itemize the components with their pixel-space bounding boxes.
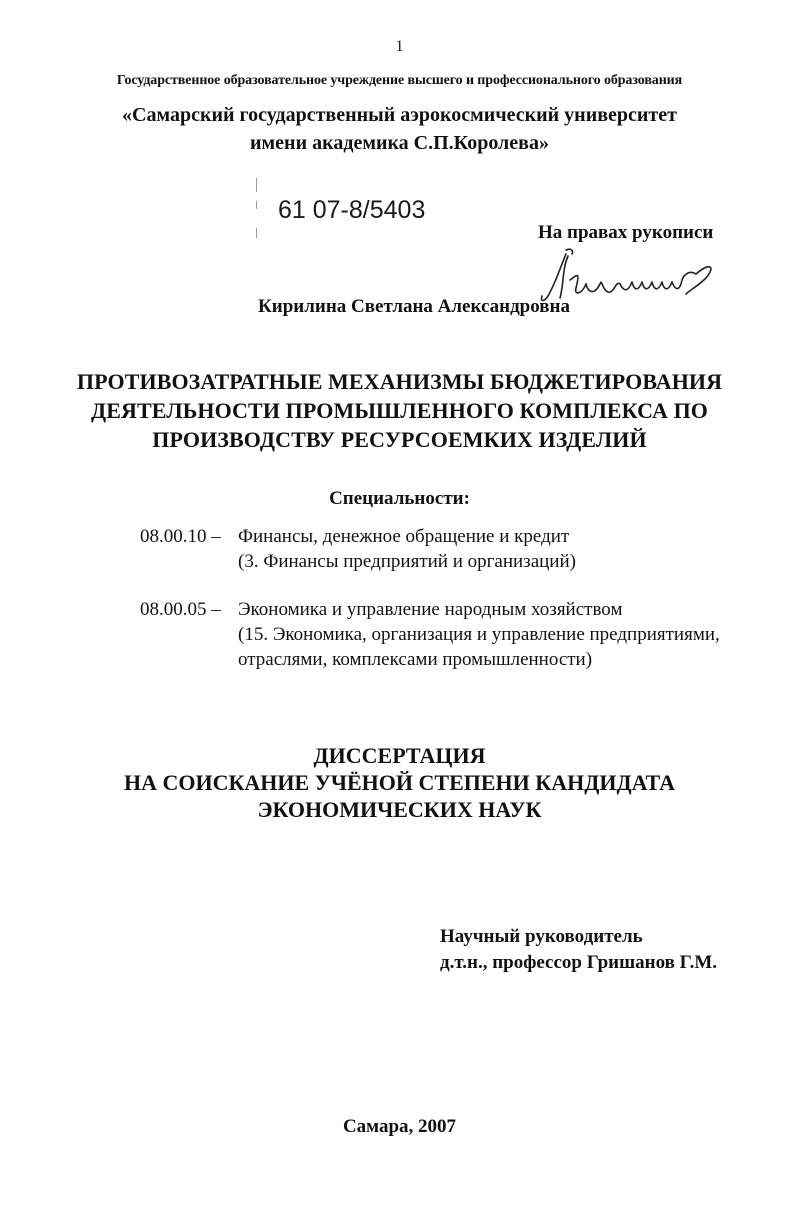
scan-mark bbox=[256, 228, 257, 238]
specialty-code: 08.00.10 – bbox=[140, 526, 221, 547]
city-year: Самара, 2007 bbox=[342, 1116, 457, 1137]
supervisor-label: Научный руководитель bbox=[440, 926, 643, 947]
dissertation-line-1: ДИССЕРТАЦИЯ bbox=[313, 743, 486, 768]
title-line-2: ДЕЯТЕЛЬНОСТИ ПРОМЫШЛЕННОГО КОМПЛЕКСА ПО bbox=[90, 398, 709, 423]
rights-note: На правах рукописи bbox=[538, 222, 714, 243]
scan-mark bbox=[256, 201, 257, 209]
scan-mark bbox=[256, 178, 257, 192]
specialty-line-2: (15. Экономика, организация и управление предприятиями, bbox=[238, 624, 720, 645]
university-line-2: имени академика С.П.Королева» bbox=[250, 132, 549, 154]
specialties-heading: Специальности: bbox=[329, 488, 470, 509]
university-name bbox=[0, 101, 799, 157]
supervisor-name: д.т.н., профессор Гришанов Г.М. bbox=[440, 952, 718, 973]
page-number: 1 bbox=[395, 38, 404, 55]
dissertation-line-3: ЭКОНОМИЧЕСКИХ НАУК bbox=[257, 797, 542, 822]
scientific-supervisor bbox=[440, 924, 717, 976]
dissertation-line-2: НА СОИСКАНИЕ УЧЁНОЙ СТЕПЕНИ КАНДИДАТА bbox=[123, 770, 676, 795]
author-name: Кирилина Светлана Александровна bbox=[258, 296, 570, 317]
dissertation-type bbox=[0, 742, 799, 823]
specialty-line-2: (3. Финансы предприятий и организаций) bbox=[238, 551, 576, 572]
university-line-1: «Самарский государственный аэрокосмический университет bbox=[122, 104, 677, 126]
specialty-code: 08.00.05 – bbox=[140, 599, 221, 620]
specialty-description bbox=[238, 597, 768, 672]
institution-name: Государственное образовательное учреждение высшего и профессионального образования bbox=[116, 73, 683, 88]
title-line-1: ПРОТИВОЗАТРАТНЫЕ МЕХАНИЗМЫ БЮДЖЕТИРОВАНИЯ bbox=[76, 369, 723, 394]
library-stamp-code: 61 07-8/5403 bbox=[278, 196, 426, 224]
specialty-line-3: отраслями, комплексами промышленности) bbox=[238, 649, 593, 670]
specialty-description bbox=[238, 524, 768, 574]
dissertation-title bbox=[0, 367, 799, 454]
specialty-line-1: Финансы, денежное обращение и кредит bbox=[238, 526, 570, 547]
title-line-3: ПРОИЗВОДСТВУ РЕСУРСОЕМКИХ ИЗДЕЛИЙ bbox=[152, 427, 647, 452]
specialty-line-1: Экономика и управление народным хозяйством bbox=[238, 599, 623, 620]
